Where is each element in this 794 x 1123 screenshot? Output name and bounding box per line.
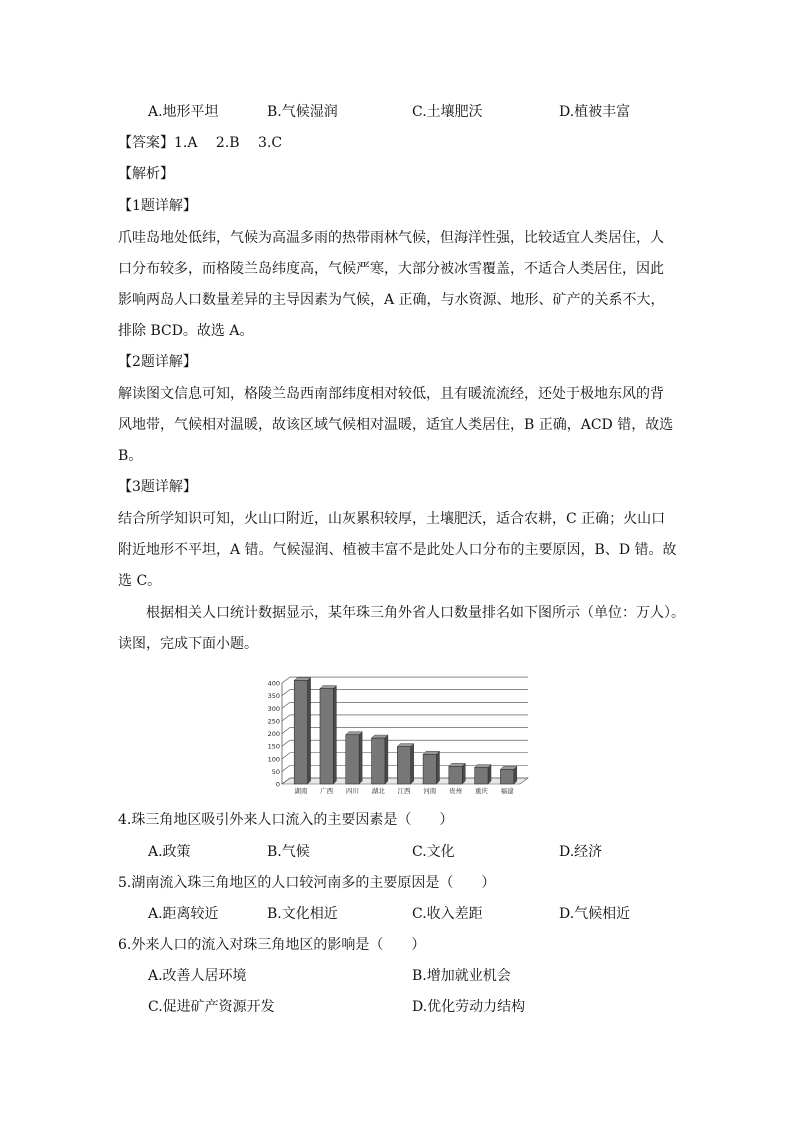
bar-side: [308, 678, 311, 784]
intro-line-1: 根据相关人口统计数据显示，某年珠三角外省人口数量排名如下图所示（单位：万人）。: [146, 605, 685, 621]
x-tick-label: 河南: [423, 787, 437, 795]
q1-line-1: 爪哇岛地处低纬，气候为高温多雨的热带雨林气候，但海洋性强，比较适宜人类居住，人: [118, 230, 664, 246]
q3-line-1: 结合所学知识可知，火山口附近，山灰累积较厚，土壤肥沃，适合农耕，C 正确；火山口: [118, 511, 666, 527]
y-tick-label: 100: [267, 755, 280, 764]
bar: [423, 754, 436, 784]
chart-gridline: [282, 677, 528, 683]
y-tick-label: 300: [267, 704, 280, 713]
bar: [449, 766, 462, 784]
q4-option-c: C.文化: [412, 844, 455, 860]
q2-line-1: 解读图文信息可知，格陵兰岛西南部纬度相对较低，且有暖流流经，还处于极地东风的背: [118, 386, 664, 402]
y-tick-label: 200: [267, 730, 280, 739]
chart-svg: [262, 666, 532, 798]
q3-line-2: 附近地形不平坦，A 错。气候湿润、植被丰富不是此处人口分布的主要原因，B、D 错。故: [118, 542, 677, 558]
q2-line-3: B。: [118, 448, 143, 464]
intro-line-2: 读图，完成下面小题。: [118, 636, 258, 652]
q3-head: 【3题详解】: [118, 479, 197, 495]
bar-top: [346, 732, 362, 735]
q2-line-2: 风地带，气候相对温暖，故该区域气候相对温暖，适宜人类居住，B 正确，ACD 错，故选: [118, 417, 674, 433]
q5-stem: 5.湖南流入珠三角地区的人口较河南多的主要原因是（ ）: [118, 875, 496, 891]
q5-option-c: C.收入差距: [412, 906, 483, 922]
population-bar-chart: [262, 666, 532, 798]
chart-gridline: [282, 728, 528, 734]
bar: [346, 735, 359, 784]
bar-side: [462, 763, 465, 784]
q5-option-a: A.距离较近: [148, 906, 219, 922]
option-c: C.土壤肥沃: [412, 104, 483, 120]
q2-head: 【2题详解】: [118, 354, 197, 370]
bar-side: [385, 735, 388, 784]
bar-side: [333, 686, 336, 784]
bar: [500, 769, 513, 784]
bar-top: [423, 751, 439, 754]
option-b: B.气候湿润: [267, 104, 338, 120]
x-tick-label: 湖南: [294, 787, 308, 795]
q3-line-3: 选 C。: [118, 573, 162, 589]
x-tick-label: 贵州: [449, 787, 463, 795]
x-tick-label: 湖北: [371, 787, 385, 795]
analysis-label: 【解析】: [118, 166, 174, 182]
q4-option-a: A.政策: [148, 844, 191, 860]
bar-top: [397, 744, 413, 747]
q5-option-b: B.文化相近: [267, 906, 338, 922]
chart-gridline: [282, 690, 528, 696]
q6-option-a: A.改善人居环境: [148, 968, 247, 984]
q6-option-b: B.增加就业机会: [412, 968, 511, 984]
q6-stem: 6.外来人口的流入对珠三角地区的影响是（ ）: [118, 937, 426, 953]
q6-option-d: D.优化劳动力结构: [412, 999, 526, 1015]
bar: [372, 738, 385, 784]
q1-line-3: 影响两岛人口数量差异的主导因素为气候，A 正确，与水资源、地形、矿产的关系不大，: [118, 292, 665, 308]
bar-side: [436, 751, 439, 784]
bar-side: [488, 765, 491, 784]
bar-top: [372, 735, 388, 738]
q4-option-d: D.经济: [559, 844, 603, 860]
bar-top: [294, 678, 310, 681]
y-tick-label: 350: [267, 692, 280, 701]
q1-line-4: 排除 BCD。故选 A。: [118, 323, 254, 339]
bar: [320, 689, 333, 784]
y-tick-label: 150: [267, 742, 280, 751]
bar-side: [411, 744, 414, 784]
x-tick-label: 四川: [345, 787, 359, 795]
chart-gridline: [282, 702, 528, 708]
q5-option-d: D.气候相近: [559, 906, 631, 922]
x-tick-label: 广西: [320, 787, 334, 795]
bar-top: [449, 763, 465, 766]
y-tick-label: 250: [267, 717, 280, 726]
bar-top: [475, 765, 491, 768]
answer-line: 【答案】1.A 2.B 3.C: [118, 135, 283, 151]
bar-side: [359, 732, 362, 784]
bar: [294, 681, 307, 784]
y-tick-label: 0: [275, 780, 280, 789]
q1-head: 【1题详解】: [118, 198, 197, 214]
x-tick-label: 重庆: [474, 787, 488, 795]
y-tick-label: 400: [267, 679, 280, 688]
option-a: A.地形平坦: [148, 104, 219, 120]
y-tick-label: 50: [271, 767, 280, 776]
x-tick-label: 江西: [397, 787, 411, 795]
bar: [475, 768, 488, 784]
option-d: D.植被丰富: [559, 104, 631, 120]
bar-top: [320, 686, 336, 689]
chart-gridline: [282, 715, 528, 721]
bar: [397, 747, 410, 784]
x-tick-label: 福建: [500, 787, 514, 795]
q4-stem: 4.珠三角地区吸引外来人口流入的主要因素是（ ）: [118, 812, 454, 828]
bar-top: [500, 766, 516, 769]
q4-option-b: B.气候: [267, 844, 310, 860]
q6-option-c: C.促进矿产资源开发: [148, 999, 275, 1015]
q1-line-2: 口分布较多，而格陵兰岛纬度高，气候严寒，大部分被冰雪覆盖，不适合人类居住，因此: [118, 261, 664, 277]
